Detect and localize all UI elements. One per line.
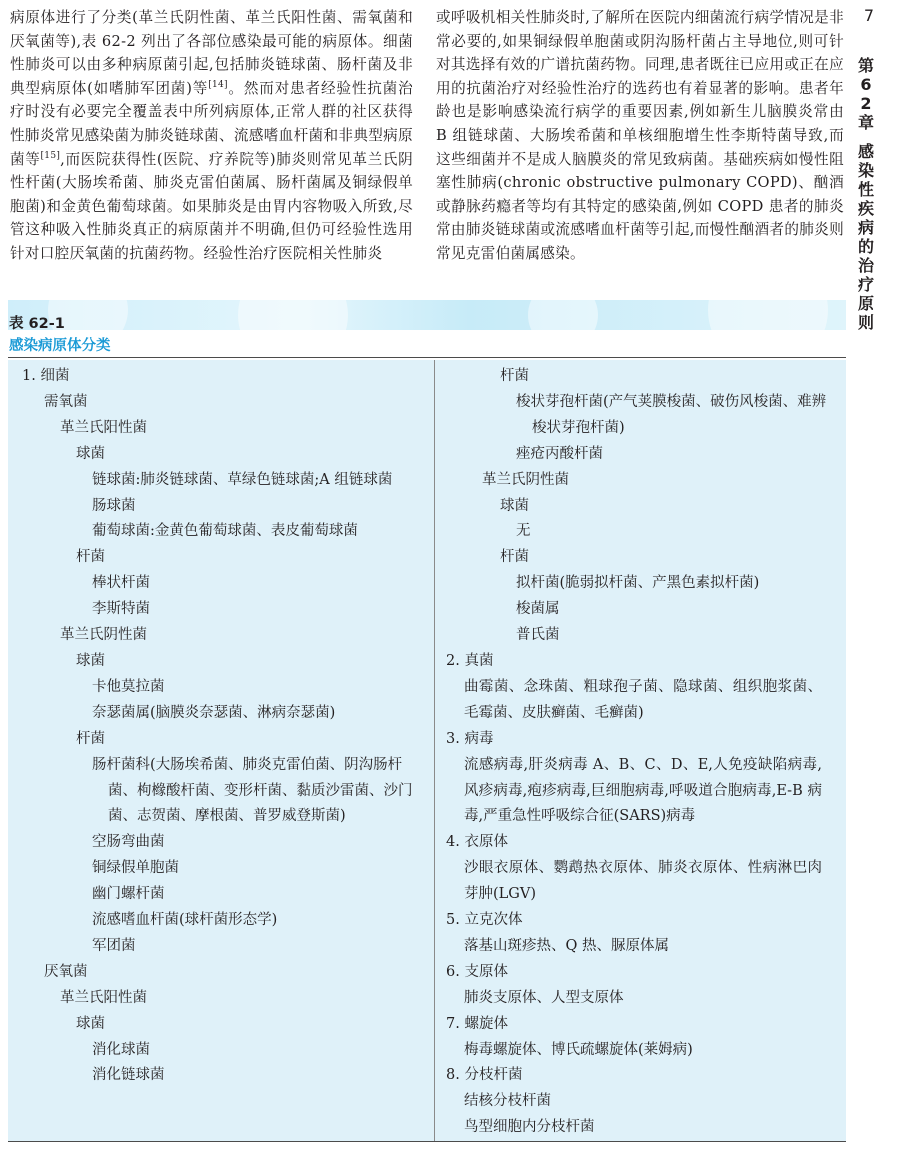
table-entry: 落基山斑疹热、Q 热、脲原体属 — [464, 937, 669, 954]
table-entry: 杆菌 — [500, 368, 529, 384]
table-entry: 6. 支原体 — [446, 963, 508, 980]
paragraph-part: 病原体进行了分类(革兰氏阴性菌、革兰氏阳性菌、需氧菌和厌氧菌等),表 62-2 列出了各部位感染最可能的病原体。细菌性肺炎可以由多种病原菌引起,包括肺炎链球菌、肠杆菌及非典型病原体(如嗜肺军团菌)等 — [10, 9, 413, 97]
table-entry: 革兰氏阳性菌 — [60, 419, 147, 436]
table-entry: 拟杆菌(脆弱拟杆菌、产黑色素拟杆菌) — [516, 575, 760, 592]
table-entry: 8. 分枝杆菌 — [446, 1067, 523, 1084]
table-header-banner — [8, 300, 846, 330]
table-entry: 奈瑟菌属(脑膜炎奈瑟菌、淋病奈瑟菌) — [92, 704, 336, 721]
table-entry: 厌氧菌 — [44, 963, 88, 980]
table-number: 表 62-1 — [9, 316, 65, 332]
table-entry: 球菌 — [76, 1015, 105, 1032]
table-entry: 2. 真菌 — [446, 652, 494, 669]
table-entry: 杆菌 — [76, 549, 105, 566]
table-entry: 棒状杆菌 — [92, 575, 150, 592]
table-entry: 革兰氏阳性菌 — [60, 989, 147, 1006]
table-entry: 需氧菌 — [44, 393, 88, 410]
table-entry: 痤疮丙酸杆菌 — [516, 445, 603, 462]
table-entry: 消化链球菌 — [92, 1067, 165, 1084]
table-entry: 无 — [516, 523, 531, 540]
paragraph-part: ,而医院获得性(医院、疗养院等)肺炎则常见革兰氏阴性杆菌(大肠埃希菌、肺炎克雷伯菌属、肠杆菌属及铜绿假单胞菌)和金黄色葡萄球菌。如果肺炎是由胃内容物吸入所致,尽管这种吸入性肺炎真正的病原菌并不明确,但仍可经验性选用针对口腔厌氧菌的抗菌药物。经验性治疗医院相关性肺炎 — [10, 150, 413, 262]
page-number: 7 — [863, 6, 874, 25]
table-entry: 肠球菌 — [92, 497, 136, 514]
table-entry: 结核分枝杆菌 — [464, 1093, 551, 1110]
table-right-column — [438, 364, 838, 1141]
table-entry: 杆菌 — [76, 730, 105, 747]
table-entry: 军团菌 — [92, 937, 136, 954]
table-left-column — [8, 364, 426, 1089]
table-entry: 4. 衣原体 — [446, 834, 508, 851]
table-entry: 流感病毒,肝炎病毒 A、B、C、D、E,人免疫缺陷病毒,风疹病毒,疱疹病毒,巨细胞病毒,呼吸道合胞病毒,E-B 病毒,严重急性呼吸综合征(SARS)病毒 — [464, 756, 822, 825]
table-entry: 球菌 — [76, 445, 105, 462]
table-entry: 李斯特菌 — [92, 601, 150, 618]
chapter-number: 第62章 — [857, 56, 874, 132]
table-entry: 消化球菌 — [92, 1041, 150, 1058]
table-entry: 鸟型细胞内分枝杆菌 — [464, 1119, 595, 1136]
table-entry: 肠杆菌科(大肠埃希菌、肺炎克雷伯菌、阴沟肠杆菌、枸橼酸杆菌、变形杆菌、黏质沙雷菌、沙门菌、志贺菌、摩根菌、普罗威登斯菌) — [92, 756, 413, 825]
table-entry: 球菌 — [76, 652, 105, 669]
classification-table — [8, 360, 846, 1142]
chapter-title: 感染性疾病的治疗原则 — [857, 142, 874, 332]
table-entry: 梭菌属 — [516, 601, 560, 618]
table-entry: 肺炎支原体、人型支原体 — [464, 989, 624, 1006]
table-entry: 梅毒螺旋体、博氏疏螺旋体(莱姆病) — [464, 1041, 693, 1058]
table-title: 感染病原体分类 — [9, 338, 111, 354]
citation: [15] — [40, 150, 61, 161]
table-entry: 革兰氏阴性菌 — [482, 471, 569, 488]
table-entry: 沙眼衣原体、鹦鹉热衣原体、肺炎衣原体、性病淋巴肉芽肿(LGV) — [464, 860, 822, 903]
table-entry: 杆菌 — [500, 549, 529, 566]
table-entry: 革兰氏阴性菌 — [60, 627, 147, 644]
citation: [14] — [208, 79, 228, 90]
body-text-left-column — [10, 6, 413, 266]
table-entry: 1. 细菌 — [22, 368, 70, 384]
table-entry: 铜绿假单胞菌 — [92, 860, 179, 877]
table-title-rule — [8, 357, 846, 358]
table-entry: 7. 螺旋体 — [446, 1015, 508, 1032]
table-entry: 曲霉菌、念珠菌、粗球孢子菌、隐球菌、组织胞浆菌、毛霉菌、皮肤癣菌、毛癣菌) — [464, 678, 822, 721]
table-entry: 梭状芽孢杆菌(产气荚膜梭菌、破伤风梭菌、难辨梭状芽孢杆菌) — [516, 393, 827, 436]
table-entry: 球菌 — [500, 497, 529, 514]
table-entry: 卡他莫拉菌 — [92, 678, 165, 695]
body-text-right-column: 或呼吸机相关性肺炎时,了解所在医院内细菌流行病学情况是非常必要的,如果铜绿假单胞菌或阴沟肠杆菌占主导地位,则可针对其选择有效的广谱抗菌药物。同理,患者既往已应用或正在应用的抗菌治疗对经验性治疗的选药也有着显著的影响。患者年龄也是影响感染流行病学的重要因素,例如新生儿脑膜炎常由 B 组链球菌、大肠埃希菌和单核细胞增生性李斯特菌导致,而这些细菌并不是成人脑膜炎的常见致病菌。基础疾病如慢性阻塞性肺病(chronic obstructive pulmonary COPD)、酗酒或静脉药瘾者等均有其特定的感染菌,例如 COPD 患者的肺炎常由肺炎链球菌或流感嗜血杆菌等引起,而慢性酗酒者的肺炎则常见克雷伯菌属感染。 — [436, 9, 844, 262]
table-entry: 链球菌:肺炎链球菌、草绿色链球菌;A 组链球菌 — [92, 471, 393, 488]
table-entry: 幽门螺杆菌 — [92, 886, 165, 903]
paragraph-part: 。然而对患者经验性抗菌治疗时没有必要完全覆盖表中所列病原体,正常人群的社区获得性肺炎常见感染菌为肺炎链球菌、流感嗜血杆菌和非典型病原菌等 — [10, 79, 413, 168]
table-column-divider — [434, 360, 435, 1141]
table-entry: 普氏菌 — [516, 627, 560, 644]
table-entry: 流感嗜血杆菌(球杆菌形态学) — [92, 912, 278, 929]
table-entry: 3. 病毒 — [446, 730, 494, 747]
table-entry: 葡萄球菌:金黄色葡萄球菌、表皮葡萄球菌 — [92, 523, 358, 540]
side-chapter-heading — [856, 56, 876, 332]
table-entry: 5. 立克次体 — [446, 912, 523, 929]
table-entry: 空肠弯曲菌 — [92, 834, 165, 851]
